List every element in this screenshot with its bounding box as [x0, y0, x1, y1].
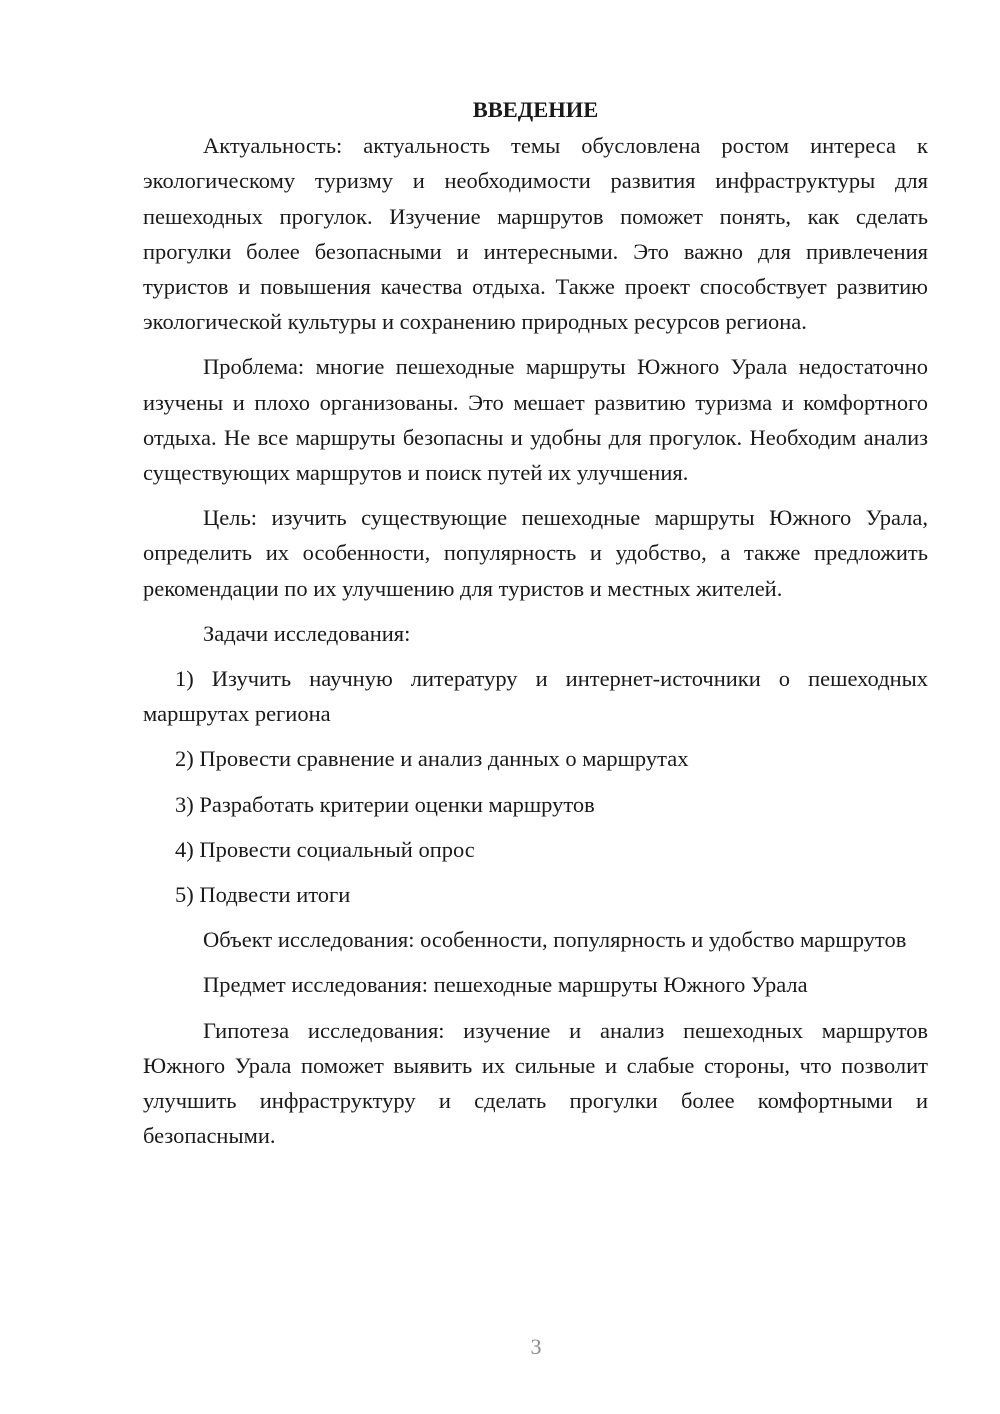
tasks-title: Задачи исследования: — [203, 620, 411, 646]
task-item-3: 3) Разработать критерии оценки маршрутов — [175, 791, 595, 817]
goal-paragraph: Цель: изучить существующие пешеходные маршруты Южного Урала, определить их особенности, популярность и удобство, а также предложить рекомендации по их улучшению для туристов и местных жителей. — [143, 505, 928, 601]
object-paragraph: Объект исследования: особенности, популярность и удобство маршрутов — [203, 927, 907, 953]
page-number: 3 — [530, 1334, 542, 1359]
section-heading: ВВЕДЕНИЕ — [472, 97, 599, 122]
hypothesis-paragraph: Гипотеза исследования: изучение и анализ пешеходных маршрутов Южного Урала поможет выявить их сильные и слабые стороны, что позволит улучшить инфраструктуру и сделать прогулки более комфортными и безопасными. — [143, 1017, 928, 1149]
task-item-5: 5) Подвести итоги — [175, 882, 351, 908]
subject-paragraph: Предмет исследования: пешеходные маршруты Южного Урала — [203, 972, 808, 998]
relevance-paragraph: Актуальность: актуальность темы обусловлена ростом интереса к экологическому туризму и необходимости развития инфраструктуры для пешеходных прогулок. Изучение маршрутов поможет понять, как сделать прогулки более безопасными и интересными. Это важно для привлечения туристов и повышения качества отдыха. Также проект способствует развитию экологической культуры и сохранению природных ресурсов региона. — [143, 133, 928, 335]
tasks-list — [143, 661, 928, 912]
page-content — [143, 92, 928, 1153]
problem-paragraph: Проблема: многие пешеходные маршруты Южного Урала недостаточно изучены и плохо организованы. Это мешает развитию туризма и комфортного отдыха. Не все маршруты безопасны и удобны для прогулок. Необходим анализ существующих маршрутов и поиск путей их улучшения. — [143, 354, 928, 486]
task-item-4: 4) Провести социальный опрос — [175, 836, 475, 862]
task-item-1: 1) Изучить научную литературу и интернет-источники о пешеходных маршрутах региона — [143, 666, 928, 727]
task-item-2: 2) Провести сравнение и анализ данных о маршрутах — [175, 746, 689, 772]
